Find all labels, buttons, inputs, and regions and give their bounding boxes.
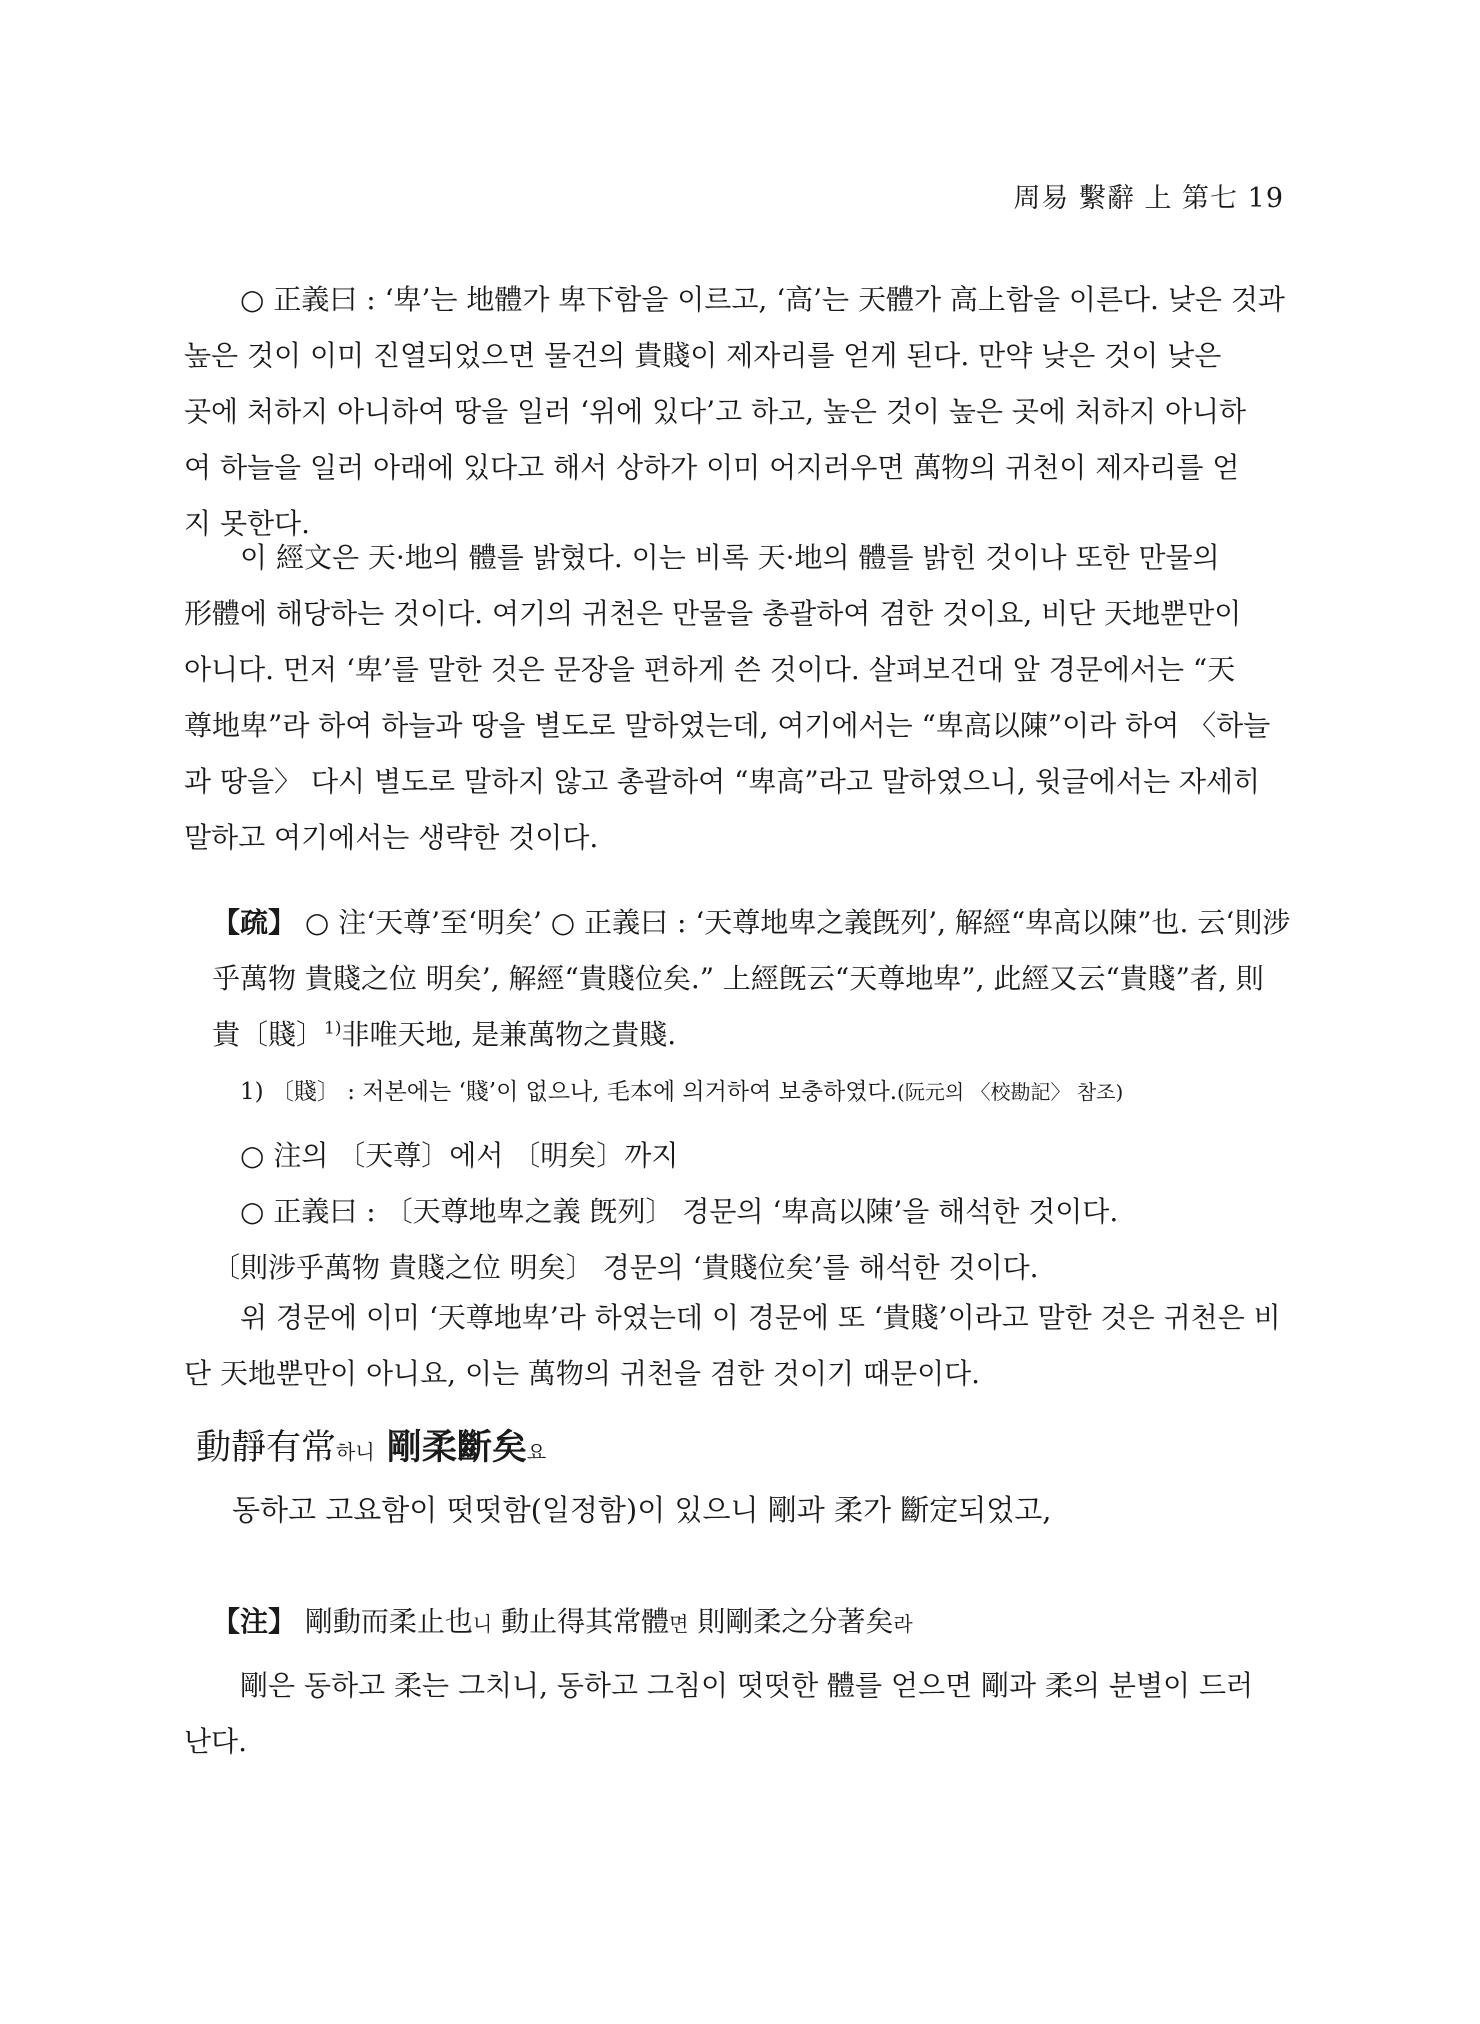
text-line: 높은 것이 이미 진열되었으면 물건의 貴賤이 제자리를 얻게 된다. 만약 낮은 것이 낮은 bbox=[184, 339, 1222, 372]
running-head: 周易 繫辭 上 第七 19 bbox=[1013, 183, 1284, 214]
particle-gloss: 하니 bbox=[336, 1440, 375, 1464]
text-line: 〔則涉乎萬物 貴賤之位 明矣〕 경문의 ‘貴賤位矣’를 해석한 것이다. bbox=[212, 1251, 1039, 1284]
classic-translation: 동하고 고요함이 떳떳함(일정함)이 있으니 剛과 柔가 斷定되었고, bbox=[232, 1493, 1052, 1527]
zhu-section bbox=[212, 1594, 1276, 1652]
footnote-text: 1) 〔賤〕 : 저본에는 ‘賤’이 없으나, 毛本에 의거하여 보충하였다. bbox=[240, 1079, 898, 1105]
text-line: 乎萬物 貴賤之位 明矣’, 解經“貴賤位矣.” 上經旣云“天尊地卑”, 此經又云“貴賤”者, 則 bbox=[212, 962, 1264, 995]
text-line: 【注】 剛動而柔止也니 動止得其常體면 則剛柔之分著矣라 bbox=[212, 1605, 913, 1638]
shu-translation bbox=[212, 1128, 1304, 1296]
text-line: 단 天地뿐만이 아니요, 이는 萬物의 귀천을 겸한 것이기 때문이다. bbox=[184, 1357, 981, 1390]
text-line: 貴〔賤〕$^{1)}$非唯天地, 是兼萬物之貴賤. bbox=[212, 1018, 677, 1051]
particle-gloss: 요 bbox=[526, 1440, 547, 1464]
text-line: 과 땅을〉 다시 별도로 말하지 않고 총괄하여 “卑高”라고 말하였으니, 윗글에서는 자세히 bbox=[184, 765, 1261, 798]
footnote-marker: 1) bbox=[324, 1018, 342, 1039]
text-line: 剛은 동하고 柔는 그치니, 동하고 그침이 떳떳한 體를 얻으면 剛과 柔의 분별이 드러 bbox=[240, 1669, 1254, 1702]
zhu-translation bbox=[184, 1658, 1276, 1770]
text-line: 尊地卑”라 하여 하늘과 땅을 별도로 말하였는데, 여기에서는 “卑高以陳”이라 하여 〈하늘 bbox=[184, 709, 1271, 742]
paragraph-zhengyi bbox=[184, 272, 1285, 552]
text-line: ○ 正義曰 : ‘卑’는 地體가 卑下함을 이르고, ‘高’는 天體가 高上함을 이른다. 낮은 것과 bbox=[240, 283, 1285, 316]
text-line: 아니다. 먼저 ‘卑’를 말한 것은 문장을 편하게 쓴 것이다. 살펴보건대 앞 경문에서는 “天 bbox=[184, 653, 1236, 686]
text-line: 위 경문에 이미 ‘天尊地卑’라 하였는데 이 경문에 또 ‘貴賤’이라고 말한 것은 귀천은 비 bbox=[240, 1301, 1281, 1334]
paragraph-explanation bbox=[184, 1290, 1281, 1402]
shu-label: 【疏】 bbox=[212, 906, 297, 939]
text-line: 여 하늘을 일러 아래에 있다고 해서 상하가 이미 어지러우면 萬物의 귀천이 제자리를 얻 bbox=[184, 451, 1240, 484]
text-line: 난다. bbox=[184, 1725, 247, 1758]
zhu-label: 【注】 bbox=[212, 1605, 297, 1638]
text-line: 말하고 여기에서는 생략한 것이다. bbox=[184, 821, 599, 854]
text-line: 【疏】 ○ 注‘天尊’至‘明矣’ ○ 正義曰 : ‘天尊地卑之義旣列’, 解經“卑高以陳”也. 云‘則涉 bbox=[212, 906, 1291, 939]
text-line: 形體에 해당하는 것이다. 여기의 귀천은 만물을 총괄하여 겸한 것이요, 비단 天地뿐만이 bbox=[184, 597, 1242, 630]
paragraph-commentary bbox=[184, 530, 1276, 866]
text-line: ○ 注의 〔天尊〕에서 〔明矣〕까지 bbox=[240, 1139, 679, 1172]
text-line: 지 못한다. bbox=[184, 507, 310, 540]
classic-text-heading: 動靜有常하니 剛柔斷矣요 bbox=[196, 1427, 547, 1468]
text-line: ○ 正義曰 : 〔天尊地卑之義 旣列〕 경문의 ‘卑高以陳’을 해석한 것이다. bbox=[240, 1195, 1119, 1228]
footnote-reference: (阮元의 〈校勘記〉 참조) bbox=[897, 1080, 1124, 1104]
shu-section bbox=[212, 895, 1291, 1063]
text-line: 곳에 처하지 아니하여 땅을 일러 ‘위에 있다’고 하고, 높은 것이 높은 곳에 처하지 아니하 bbox=[184, 395, 1247, 428]
text-line: 이 經文은 天·地의 體를 밝혔다. 이는 비록 天·地의 體를 밝힌 것이나 또한 만물의 bbox=[240, 541, 1220, 574]
footnote bbox=[240, 1074, 1280, 1110]
